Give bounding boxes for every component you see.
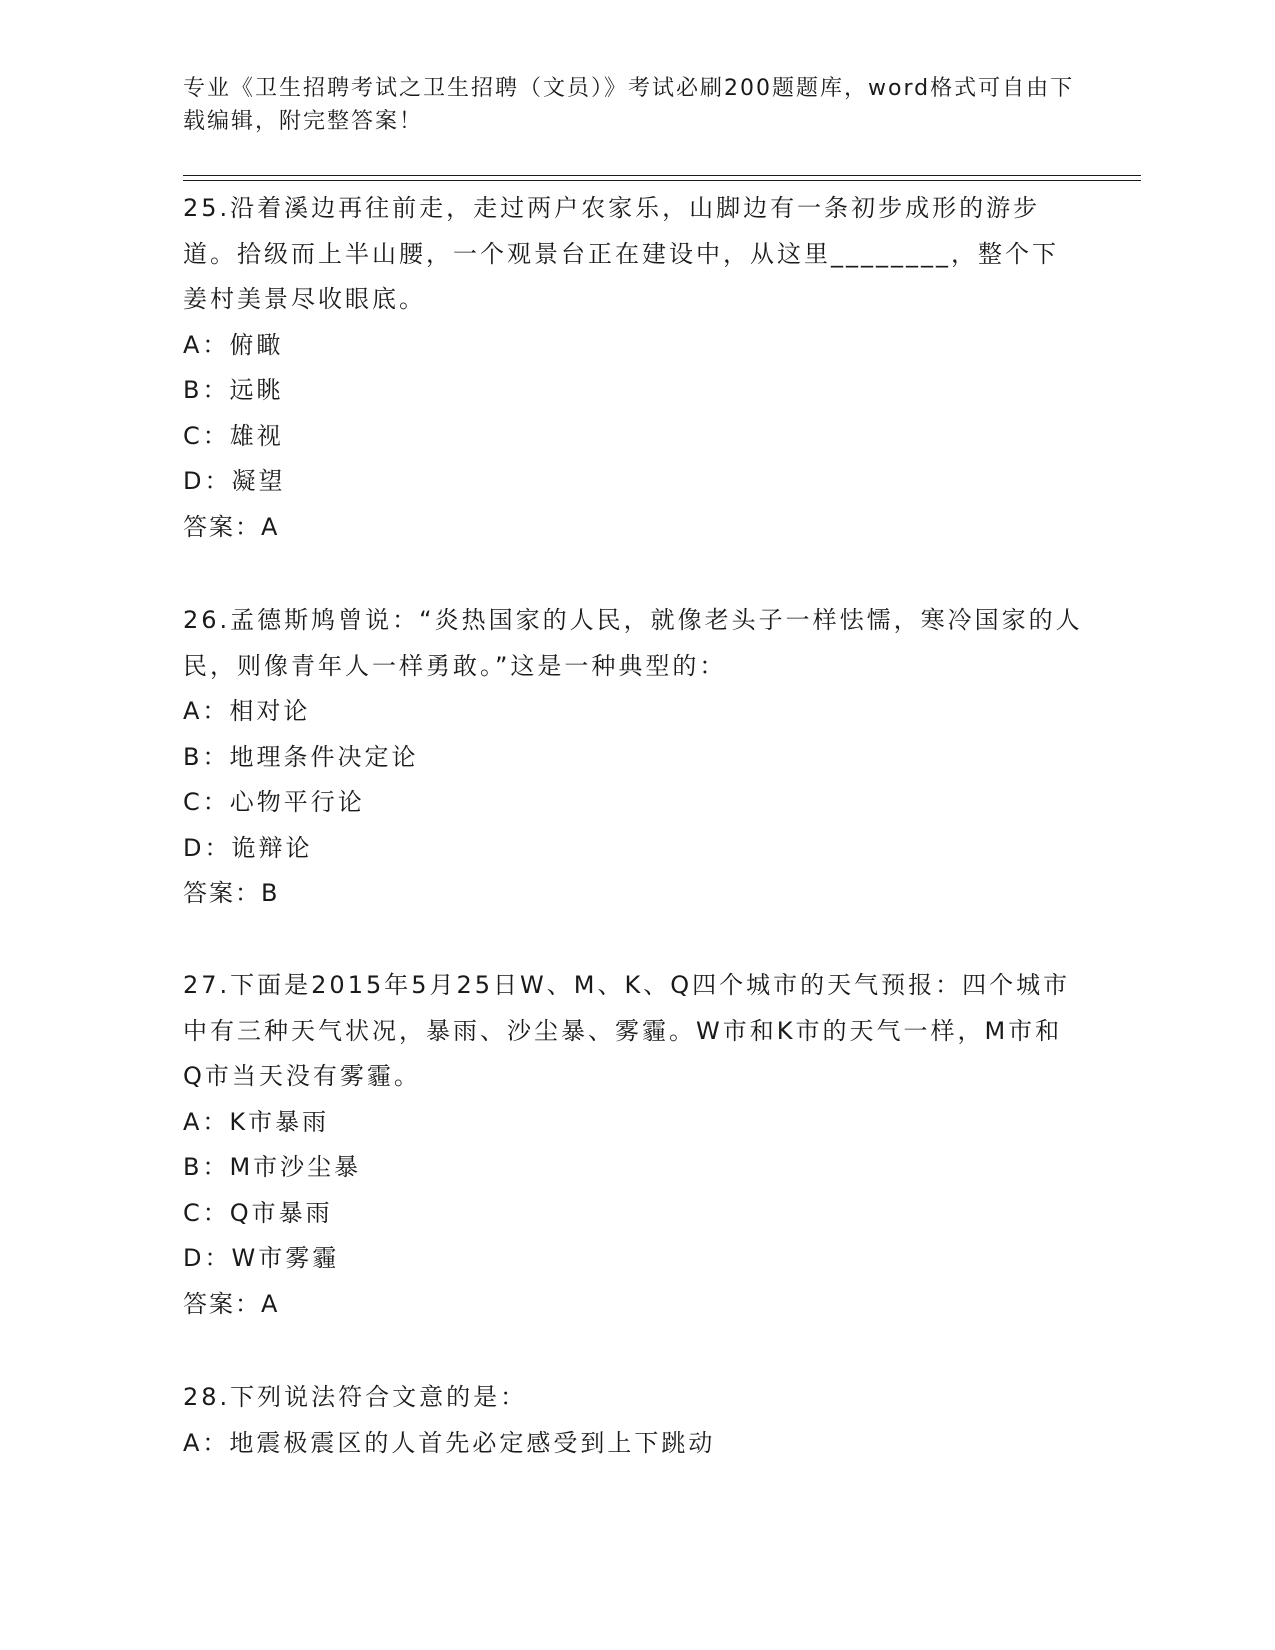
option-d: D：凝望 (183, 467, 286, 495)
option-b: B：地理条件决定论 (183, 742, 419, 771)
option-b: B：M市沙尘暴 (183, 1153, 362, 1181)
question-stem: 27.下面是2015年5月25日W、M、K、Q四个城市的天气预报：四个城市中有三种天气状况，暴雨、沙尘暴、雾霾。W市和K市的天气一样，M市和Q市当天没有雾霾。 (183, 971, 1071, 1090)
question-28 (183, 1375, 1083, 1466)
option-b: B：远眺 (183, 376, 284, 404)
option-a: A：K市暴雨 (183, 1107, 330, 1136)
question-27 (183, 963, 1083, 1327)
answer: 答案：A (183, 512, 280, 541)
answer: 答案：B (183, 879, 280, 907)
question-26 (183, 598, 1083, 917)
header-divider-bottom (183, 180, 1141, 181)
question-stem: 25.沿着溪边再往前走，走过两户农家乐，山脚边有一条初步成形的游步道。拾级而上半山腰，一个观景台正在建设中，从这里________，整个下姜村美景尽收眼底。 (183, 194, 1059, 313)
question-25 (183, 186, 1083, 550)
option-d: D：诡辩论 (183, 833, 313, 862)
answer: 答案：A (183, 1289, 280, 1318)
option-a: A：俯瞰 (183, 330, 284, 359)
option-d: D：W市雾霾 (183, 1244, 340, 1272)
question-stem: 26.孟德斯鸠曾说：“炎热国家的人民，就像老头子一样怯懦，寒冷国家的人民，则像青年人一样勇敢。”这是一种典型的： (183, 606, 1083, 680)
option-a: A：相对论 (183, 697, 311, 725)
question-stem: 28.下列说法符合文意的是： (183, 1383, 528, 1411)
option-a: A：地震极震区的人首先必定感受到上下跳动 (183, 1428, 716, 1457)
option-c: C：心物平行论 (183, 788, 365, 816)
header-divider-top (183, 175, 1141, 176)
option-c: C：Q市暴雨 (183, 1198, 333, 1227)
document-header: 专业《卫生招聘考试之卫生招聘（文员）》考试必刷200题题库，word格式可自由下载编辑，附完整答案！ (183, 76, 1075, 134)
option-c: C：雄视 (183, 421, 284, 450)
